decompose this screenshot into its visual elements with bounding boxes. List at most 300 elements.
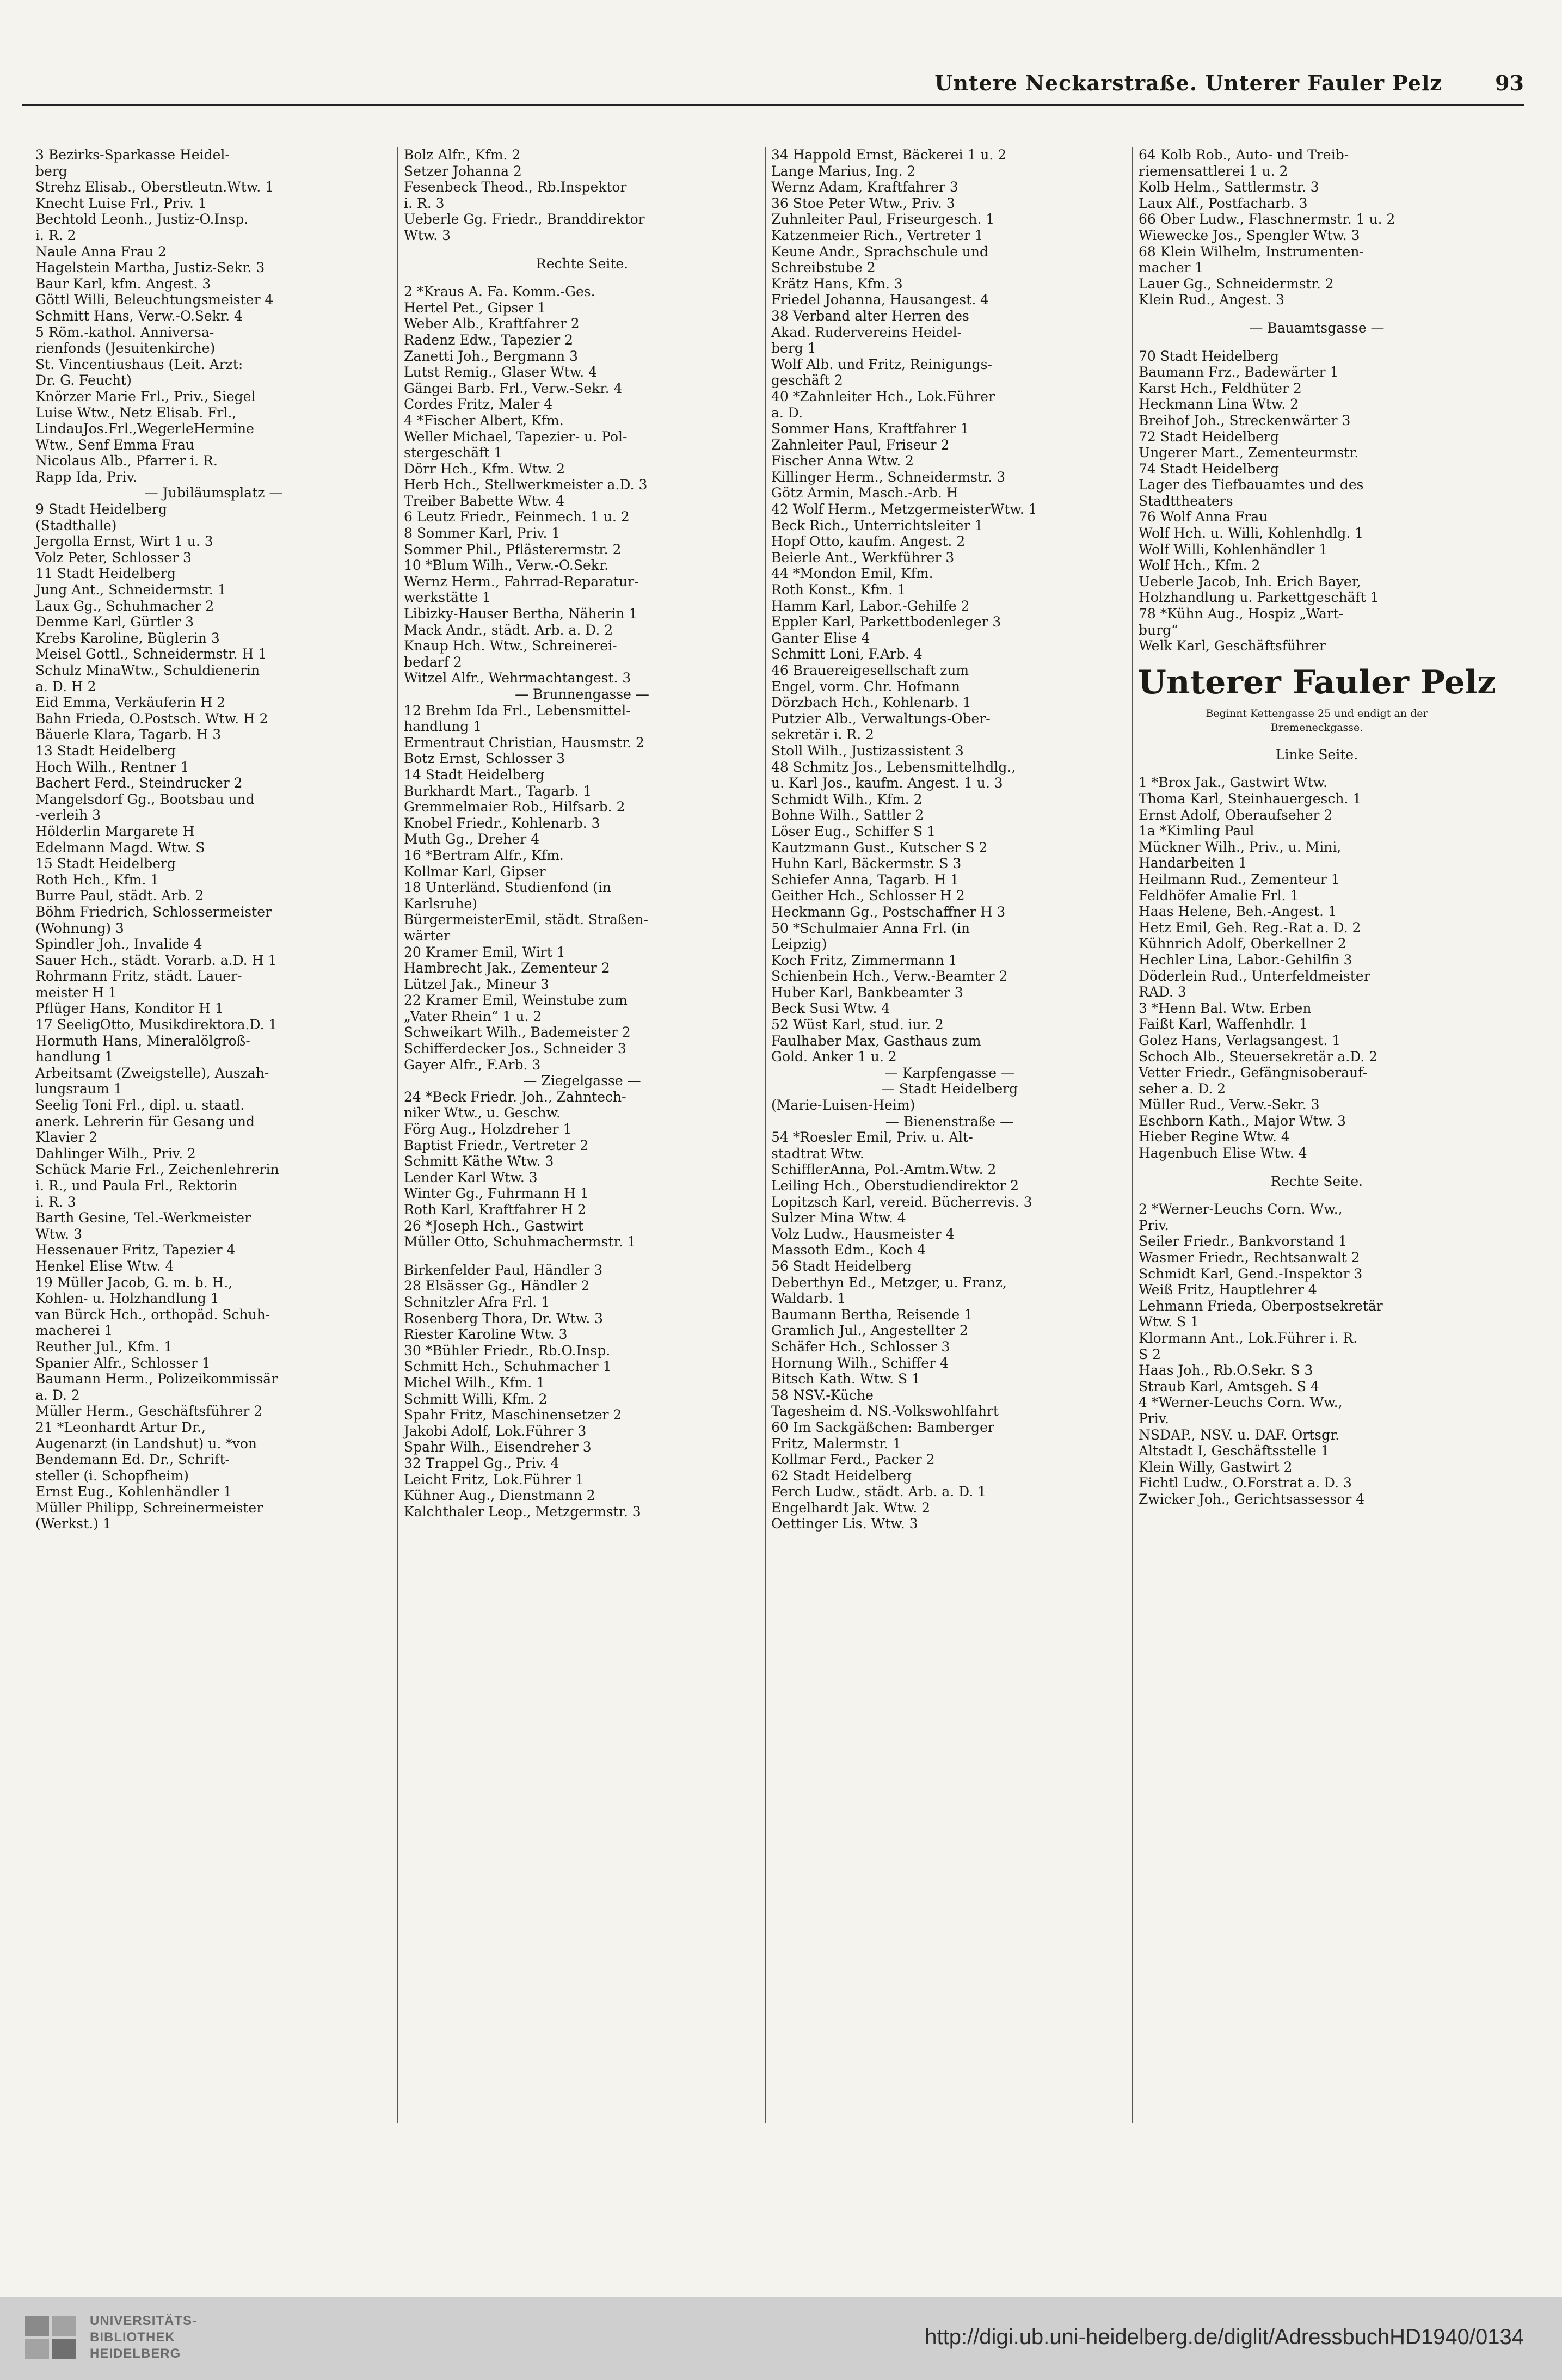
directory-entry-line: Lange Marius, Ing. 2	[771, 163, 916, 179]
spacer	[1133, 308, 1500, 320]
directory-entry-line: Förg Aug., Holzdreher 1	[404, 1121, 572, 1137]
directory-entry-line: 48 Schmitz Jos., Lebensmittelhdlg.,	[771, 759, 1016, 775]
directory-entry-line: 72 Stadt Heidelberg	[1139, 428, 1279, 445]
directory-entry-line: Hambrecht Jak., Zementeur 2	[404, 960, 610, 976]
directory-entry-line: Putzier Alb., Verwaltungs-Ober-	[771, 710, 991, 727]
directory-entry-line: Lender Karl Wtw. 3	[404, 1169, 538, 1185]
directory-entry-line: lungsraum 1	[35, 1081, 122, 1097]
directory-entry-line: Laux Gg., Schuhmacher 2	[35, 598, 214, 614]
directory-entry-line: — Jubiläumsplatz —	[144, 485, 283, 501]
directory-entry-line: Bäuerle Klara, Tagarb. H 3	[35, 727, 222, 743]
directory-entry-line: Fichtl Ludw., O.Forstrat a. D. 3	[1139, 1475, 1352, 1491]
directory-entry-line: Treiber Babette Wtw. 4	[404, 493, 564, 509]
directory-entry-line: 13 Stadt Heidelberg	[35, 742, 176, 759]
directory-entry-line: Schienbein Hch., Verw.-Beamter 2	[771, 968, 1008, 985]
directory-entry-line: — Brunnengasse —	[515, 686, 649, 702]
directory-entry-line: Ernst Adolf, Oberaufseher 2	[1139, 807, 1333, 823]
directory-entry-line: Wtw. 3	[35, 1226, 82, 1242]
directory-entry-line: -verleih 3	[35, 807, 101, 823]
directory-entry-line: St. Vincentiushaus (Leit. Arzt:	[35, 356, 243, 372]
directory-entry-line: Massoth Edm., Koch 4	[771, 1242, 926, 1258]
directory-entry-line: Barth Gesine, Tel.-Werkmeister	[35, 1210, 251, 1226]
directory-entry-line: Kalchthaler Leop., Metzgermstr. 3	[404, 1503, 641, 1520]
directory-entry-line: Eppler Karl, Parkettbodenleger 3	[771, 614, 1001, 630]
directory-entry-line: Fritz, Malermstr. 1	[771, 1435, 902, 1452]
directory-entry-line: Reuther Jul., Kfm. 1	[35, 1338, 173, 1355]
directory-entry-line: Feldhöfer Amalie Frl. 1	[1139, 887, 1299, 903]
directory-entry-line: 9 Stadt Heidelberg	[35, 501, 168, 518]
directory-entry-line: geschäft 2	[771, 372, 843, 389]
directory-entry-line: 10 *Blum Wilh., Verw.-O.Sekr.	[404, 557, 609, 574]
directory-entry-line: Muth Gg., Dreher 4	[404, 831, 540, 847]
directory-entry-line: Roth Hch., Kfm. 1	[35, 871, 159, 888]
directory-entry-line: Ermentraut Christian, Hausmstr. 2	[404, 734, 644, 751]
directory-entry-line: 18 Unterländ. Studienfond (in	[404, 880, 611, 896]
directory-entry-line: Klein Willy, Gastwirt 2	[1139, 1459, 1293, 1475]
directory-entry-line: Akad. Rudervereins Heidel-	[771, 324, 962, 340]
directory-entry-line: Jung Ant., Schneidermstr. 1	[35, 582, 226, 598]
directory-entry-line: Heckmann Gg., Postschaffner H 3	[771, 903, 1006, 920]
directory-entry-line: Wasmer Friedr., Rechtsanwalt 2	[1139, 1250, 1360, 1266]
directory-entry-line: Arbeitsamt (Zweigstelle), Auszah-	[35, 1065, 269, 1081]
column-2	[397, 147, 766, 2123]
directory-entry-line: Bachert Ferd., Steindrucker 2	[35, 775, 243, 791]
directory-entry-line: sekretär i. R. 2	[771, 727, 874, 743]
directory-entry-line: Seiler Friedr., Bankvorstand 1	[1139, 1233, 1348, 1250]
directory-entry-line: Setzer Johanna 2	[404, 163, 522, 179]
directory-entry-line: Schoch Alb., Steuersekretär a.D. 2	[1139, 1048, 1378, 1065]
running-head: Untere Neckarstraße. Unterer Fauler Pelz	[934, 71, 1442, 95]
directory-entry-line: — Stadt Heidelberg	[881, 1081, 1018, 1097]
directory-entry-line: 76 Wolf Anna Frau	[1139, 509, 1268, 525]
directory-entry-line: Göttl Willi, Beleuchtungsmeister 4	[35, 292, 274, 308]
spacer	[1133, 735, 1500, 747]
directory-entry-line: Wolf Hch. u. Willi, Kohlenhdlg. 1	[1139, 525, 1364, 542]
directory-entry-line: Kühnrich Adolf, Oberkellner 2	[1139, 936, 1346, 952]
directory-entry-line: 5 Röm.-kathol. Anniversa-	[35, 324, 214, 340]
directory-entry-line: meister H 1	[35, 984, 117, 1000]
directory-entry-line: Priv.	[1139, 1410, 1169, 1426]
column-4-top	[1133, 147, 1500, 654]
library-name-line: BIBLIOTHEK	[90, 2330, 175, 2345]
directory-entry-line: 78 *Kühn Aug., Hospiz „Wart-	[1139, 606, 1344, 622]
directory-entry-line: Wtw. 3	[404, 227, 451, 243]
directory-entry-line: Altstadt I, Geschäftsstelle 1	[1139, 1443, 1330, 1459]
library-name-line: HEIDELBERG	[90, 2346, 181, 2361]
directory-entry-line: Rohrmann Fritz, städt. Lauer-	[35, 968, 242, 985]
directory-entry-line: Lauer Gg., Schneidermstr. 2	[1139, 275, 1334, 292]
directory-entry-line: Wtw. S 1	[1139, 1314, 1200, 1330]
directory-entry-line: Huber Karl, Bankbeamter 3	[771, 984, 963, 1000]
directory-entry-line: Dr. G. Feucht)	[35, 372, 132, 389]
directory-entry-line: 56 Stadt Heidelberg	[771, 1258, 912, 1274]
directory-entry-line: Hessenauer Fritz, Tapezier 4	[35, 1242, 236, 1258]
directory-entry-line: 74 Stadt Heidelberg	[1139, 460, 1279, 477]
directory-entry-line: Burkhardt Mart., Tagarb. 1	[404, 783, 592, 799]
directory-entry-line: 58 NSV.-Küche	[771, 1387, 874, 1403]
directory-entry-line: Killinger Herm., Schneidermstr. 3	[771, 469, 1006, 485]
directory-entry-line: 50 *Schulmaier Anna Frl. (in	[771, 920, 970, 936]
directory-entry-line: Baptist Friedr., Vertreter 2	[404, 1137, 589, 1153]
directory-entry-line: Ueberle Gg. Friedr., Branddirektor	[404, 211, 645, 227]
directory-entry-line: Hornung Wilh., Schiffer 4	[771, 1355, 949, 1371]
column-4	[1132, 147, 1500, 2123]
directory-entry-line: Wolf Willi, Kohlenhändler 1	[1139, 541, 1328, 557]
directory-entry-line: Pflüger Hans, Konditor H 1	[35, 1000, 224, 1017]
directory-entry-line: Spanier Alfr., Schlosser 1	[35, 1355, 211, 1371]
directory-entry-line: 62 Stadt Heidelberg	[771, 1467, 912, 1484]
directory-entry-line: Haas Joh., Rb.O.Sekr. S 3	[1139, 1362, 1313, 1379]
directory-entry-line: 24 *Beck Friedr. Joh., Zahntech-	[404, 1088, 626, 1105]
directory-entry-line: Schmitt Willi, Kfm. 2	[404, 1391, 548, 1407]
directory-entry-line: Roth Karl, Kraftfahrer H 2	[404, 1202, 586, 1217]
directory-entry-line: Ungerer Mart., Zementeurmstr.	[1139, 445, 1359, 461]
directory-entry-line: Deberthyn Ed., Metzger, u. Franz,	[771, 1274, 1007, 1290]
directory-entry-line: rienfonds (Jesuitenkirche)	[35, 340, 216, 356]
directory-entry-line: Cordes Fritz, Maler 4	[404, 396, 553, 413]
directory-entry-line: i. R. 2	[35, 227, 76, 243]
directory-entry-line: Faißt Karl, Waffenhdlr. 1	[1139, 1016, 1308, 1032]
directory-entry-line: Golez Hans, Verlagsangest. 1	[1139, 1032, 1341, 1048]
directory-entry-line: Straub Karl, Amtsgeh. S 4	[1139, 1378, 1319, 1394]
directory-entry-line: Wernz Adam, Kraftfahrer 3	[771, 179, 958, 195]
directory-entry-line: Keune Andr., Sprachschule und	[771, 243, 989, 260]
directory-entry-line: Eschborn Kath., Major Wtw. 3	[1139, 1112, 1346, 1129]
directory-entry-line: handlung 1	[35, 1049, 114, 1065]
directory-entry-line: Lutst Remig., Glaser Wtw. 4	[404, 364, 598, 380]
directory-entry-line: Lopitzsch Karl, vereid. Bücherrevis. 3	[771, 1194, 1032, 1210]
directory-entry-line: Rapp Ida, Priv.	[35, 469, 137, 485]
directory-entry-line: Knecht Luise Frl., Priv. 1	[35, 195, 207, 211]
directory-entry-line: burg“	[1139, 622, 1178, 638]
directory-entry-line: steller (i. Schopfheim)	[35, 1467, 189, 1484]
directory-entry-line: 32 Trappel Gg., Priv. 4	[404, 1455, 559, 1471]
directory-entry-line: Heckmann Lina Wtw. 2	[1139, 396, 1299, 413]
directory-entry-line: Schück Marie Frl., Zeichenlehrerin	[35, 1161, 279, 1178]
directory-entry-line: Zuhnleiter Paul, Friseurgesch. 1	[771, 211, 995, 227]
directory-entry-line: Luise Wtw., Netz Elisab. Frl.,	[35, 404, 237, 421]
directory-entry-line: 15 Stadt Heidelberg	[35, 856, 176, 872]
directory-entry-line: u. Karl Jos., kaufm. Angest. 1 u. 3	[771, 775, 1003, 791]
directory-entry-line: a. D. H 2	[35, 678, 96, 694]
directory-entry-line: Schweikart Wilh., Bademeister 2	[404, 1024, 631, 1041]
directory-entry-line: Schulz MinaWtw., Schuldienerin	[35, 662, 260, 678]
directory-entry-line: Karlsruhe)	[404, 895, 478, 912]
directory-entry-line: Nicolaus Alb., Pfarrer i. R.	[35, 453, 218, 469]
directory-entry-line: Müller Otto, Schuhmachermstr. 1	[404, 1234, 636, 1250]
directory-entry-line: Schreibstube 2	[771, 260, 876, 276]
directory-entry-line: stadtrat Wtw.	[771, 1145, 864, 1161]
directory-entry-line: Leicht Fritz, Lok.Führer 1	[404, 1471, 584, 1487]
directory-entry-line: Baumann Frz., Badewärter 1	[1139, 364, 1339, 380]
directory-entry-line: Baur Karl, kfm. Angest. 3	[35, 275, 211, 292]
directory-entry-line: Waldarb. 1	[771, 1290, 846, 1307]
spacer	[398, 272, 766, 284]
directory-entry-line: Gängei Barb. Frl., Verw.-Sekr. 4	[404, 380, 623, 396]
directory-entry-line: 42 Wolf Herm., MetzgermeisterWtw. 1	[771, 501, 1037, 518]
directory-entry-line: Koch Fritz, Zimmermann 1	[771, 952, 957, 968]
directory-entry-line: (Stadthalle)	[35, 517, 117, 533]
directory-entry-line: Rechte Seite.	[536, 255, 629, 272]
directory-entry-line: Leipzig)	[771, 936, 827, 952]
directory-entry-line: Schmitt Hans, Verw.-O.Sekr. 4	[35, 308, 243, 324]
directory-entry-line: LindauJos.Frl.,WegerleHermine	[35, 421, 254, 437]
page-header	[22, 71, 1524, 103]
directory-entry-line: Sauer Hch., städt. Vorarb. a.D. H 1	[35, 952, 277, 968]
directory-entry-line: 4 *Werner-Leuchs Corn. Ww.,	[1139, 1394, 1343, 1411]
directory-entry-line: Zanetti Joh., Bergmann 3	[404, 348, 579, 364]
directory-entry-line: Löser Eug., Schiffer S 1	[771, 823, 936, 839]
directory-entry-line: Zwicker Joh., Gerichtsassessor 4	[1139, 1491, 1365, 1507]
directory-entry-line: 34 Happold Ernst, Bäckerei 1 u. 2	[771, 147, 1007, 163]
directory-entry-line: Schmitt Hch., Schuhmacher 1	[404, 1358, 612, 1375]
directory-entry-line: „Vater Rhein“ 1 u. 2	[404, 1008, 542, 1024]
directory-entry-line: Naule Anna Frau 2	[35, 243, 167, 260]
directory-entry-line: Sulzer Mina Wtw. 4	[771, 1210, 906, 1226]
directory-entry-line: Radenz Edw., Tapezier 2	[404, 331, 574, 348]
directory-entry-line: RAD. 3	[1139, 984, 1186, 1000]
directory-entry-line: — Bauamtsgasse —	[1249, 319, 1385, 336]
directory-entry-line: Wiewecke Jos., Spengler Wtw. 3	[1139, 227, 1360, 243]
spacer	[1133, 1189, 1500, 1201]
directory-entry-line: 4 *Fischer Albert, Kfm.	[404, 412, 564, 428]
directory-entry-line: Kollmar Karl, Gipser	[404, 863, 546, 880]
directory-entry-line: Gremmelmaier Rob., Hilfsarb. 2	[404, 799, 625, 815]
directory-entry-line: Hetz Emil, Geh. Reg.-Rat a. D. 2	[1139, 919, 1361, 936]
directory-entry-line: Heilmann Rud., Zementeur 1	[1139, 871, 1340, 887]
directory-entry-line: 1 *Brox Jak., Gastwirt Wtw.	[1139, 774, 1327, 791]
directory-entry-line: Krätz Hans, Kfm. 3	[771, 275, 903, 292]
university-library-logo-icon	[22, 2312, 82, 2364]
directory-entry-line: Bendemann Ed. Dr., Schrift-	[35, 1452, 230, 1468]
directory-entry-line: 64 Kolb Rob., Auto- und Treib-	[1139, 147, 1349, 163]
directory-entry-line: Katzenmeier Rich., Vertreter 1	[771, 227, 983, 243]
directory-entry-line: Bitsch Kath. Wtw. S 1	[771, 1371, 920, 1387]
directory-entry-line: macherei 1	[35, 1323, 113, 1339]
directory-entry-line: Herb Hch., Stellwerkmeister a.D. 3	[404, 477, 648, 493]
directory-entry-line: Oettinger Lis. Wtw. 3	[771, 1516, 918, 1532]
directory-entry-line: Ernst Eug., Kohlenhändler 1	[35, 1484, 232, 1500]
directory-entry-line: 54 *Roesler Emil, Priv. u. Alt-	[771, 1129, 973, 1146]
directory-entry-line: (Wohnung) 3	[35, 920, 124, 936]
directory-entry-line: riemensattlerei 1 u. 2	[1139, 163, 1288, 179]
directory-entry-line: Spahr Wilh., Eisendreher 3	[404, 1439, 592, 1455]
directory-entry-line: 3 Bezirks-Sparkasse Heidel-	[35, 147, 230, 163]
directory-entry-line: Müller Rud., Verw.-Sekr. 3	[1139, 1097, 1320, 1113]
directory-entry-line: Klein Rud., Angest. 3	[1139, 292, 1284, 308]
directory-entry-line: Kautzmann Gust., Kutscher S 2	[771, 839, 988, 856]
directory-entry-line: Burre Paul, städt. Arb. 2	[35, 888, 204, 904]
directory-entry-line: Lager des Tiefbauamtes und des	[1139, 477, 1364, 493]
directory-entry-line: Müller Philipp, Schreinermeister	[35, 1499, 263, 1516]
directory-entry-line: (Werkst.) 1	[35, 1516, 112, 1532]
directory-entry-line: Handarbeiten 1	[1139, 855, 1247, 871]
directory-entry-line: i. R., und Paula Frl., Rektorin	[35, 1178, 238, 1194]
directory-entry-line: i. R. 3	[35, 1194, 76, 1210]
header-rule	[22, 104, 1524, 106]
directory-entry-line: Kolb Helm., Sattlermstr. 3	[1139, 179, 1319, 195]
directory-entry-line: Welk Karl, Geschäftsführer	[1139, 638, 1326, 654]
directory-entry-line: handlung 1	[404, 718, 482, 735]
directory-entry-line: Schmitt Loni, F.Arb. 4	[771, 646, 923, 662]
directory-entry-line: Baumann Bertha, Reisende 1	[771, 1306, 973, 1323]
directory-entry-line: Ferch Ludw., städt. Arb. a. D. 1	[771, 1484, 987, 1500]
directory-entry-line: Witzel Alfr., Wehrmachtangest. 3	[404, 670, 631, 686]
directory-entry-line: Schnitzler Afra Frl. 1	[404, 1294, 550, 1310]
directory-entry-line: macher 1	[1139, 260, 1204, 276]
directory-entry-line: Friedel Johanna, Hausangest. 4	[771, 292, 989, 308]
directory-entry-line: Libizky-Hauser Bertha, Näherin 1	[404, 606, 638, 622]
column-4-bottom	[1133, 735, 1500, 1508]
directory-entry-line: Winter Gg., Fuhrmann H 1	[404, 1185, 589, 1202]
section-subtitle-2: Bremeneckgasse.	[1270, 721, 1363, 734]
directory-entry-line: Bohne Wilh., Sattler 2	[771, 807, 924, 823]
directory-entry-line: Wolf Hch., Kfm. 2	[1139, 557, 1260, 574]
directory-entry-line: a. D.	[771, 404, 803, 421]
directory-entry-line: Bechtold Leonh., Justiz-O.Insp.	[35, 211, 249, 227]
directory-entry-line: Henkel Elise Wtw. 4	[35, 1258, 174, 1274]
directory-entry-line: 46 Brauereigesellschaft zum	[771, 662, 969, 678]
directory-entry-line: 21 *Leonhardt Artur Dr.,	[35, 1419, 206, 1435]
directory-entry-line: Gramlich Jul., Angestellter 2	[771, 1323, 968, 1339]
directory-entry-line: Augenarzt (in Landshut) u. *von	[35, 1435, 257, 1452]
directory-entry-line: Sommer Phil., Pflästerermstr. 2	[404, 541, 622, 557]
directory-entry-line: Klormann Ant., Lok.Führer i. R.	[1139, 1330, 1358, 1346]
directory-entry-line: Priv.	[1139, 1217, 1169, 1233]
directory-entry-line: 70 Stadt Heidelberg	[1139, 348, 1279, 364]
directory-entry-line: Schmitt Käthe Wtw. 3	[404, 1153, 554, 1170]
directory-entry-line: Birkenfelder Paul, Händler 3	[404, 1262, 603, 1278]
directory-entry-line: — Bienenstraße —	[885, 1113, 1014, 1129]
directory-entry-line: Riester Karoline Wtw. 3	[404, 1326, 568, 1343]
directory-entry-line: Holzhandlung u. Parkettgeschäft 1	[1139, 589, 1379, 606]
directory-entry-line: Knaup Hch. Wtw., Schreinerei-	[404, 638, 617, 654]
directory-entry-line: Knobel Friedr., Kohlenarb. 3	[404, 815, 600, 831]
directory-entry-line: Hertel Pet., Gipser 1	[404, 299, 546, 316]
directory-entry-line: 38 Verband alter Herren des	[771, 308, 969, 324]
spacer	[398, 1250, 766, 1262]
directory-entry-line: Demme Karl, Gürtler 3	[35, 614, 194, 630]
directory-entry-line: Gayer Alfr., F.Arb. 3	[404, 1056, 541, 1073]
directory-entry-line: 66 Ober Ludw., Flaschnermstr. 1 u. 2	[1139, 211, 1395, 227]
footer-bar	[0, 2297, 1562, 2380]
directory-entry-line: 22 Kramer Emil, Weinstube zum	[404, 992, 628, 1008]
directory-entry-line: 40 *Zahnleiter Hch., Lok.Führer	[771, 388, 995, 404]
directory-entry-line: Hormuth Hans, Mineralölgroß-	[35, 1032, 250, 1049]
spacer	[1133, 1161, 1500, 1173]
directory-entry-line: Weber Alb., Kraftfahrer 2	[404, 316, 580, 332]
directory-entry-line: Botz Ernst, Schlosser 3	[404, 751, 565, 767]
directory-entry-line: Klavier 2	[35, 1129, 98, 1146]
directory-entry-line: Ueberle Jacob, Inh. Erich Bayer,	[1139, 573, 1361, 589]
directory-entry-line: Stadttheaters	[1139, 493, 1233, 509]
directory-entry-line: 60 Im Sackgäßchen: Bamberger	[771, 1419, 994, 1435]
column-1	[30, 147, 397, 2123]
directory-entry-line: Hopf Otto, kaufm. Angest. 2	[771, 533, 966, 550]
directory-entry-line: Lützel Jak., Mineur 3	[404, 976, 549, 992]
directory-entry-line: seher a. D. 2	[1139, 1080, 1226, 1097]
directory-entry-line: Hagenbuch Elise Wtw. 4	[1139, 1145, 1307, 1161]
directory-entry-line: Zahnleiter Paul, Friseur 2	[771, 436, 950, 453]
directory-entry-line: 6 Leutz Friedr., Feinmech. 1 u. 2	[404, 509, 630, 525]
directory-entry-line: Schiefer Anna, Tagarb. H 1	[771, 871, 960, 888]
directory-entry-line: Mangelsdorf Gg., Bootsbau und	[35, 791, 255, 807]
directory-entry-line: Weiß Fritz, Hauptlehrer 4	[1139, 1282, 1317, 1298]
directory-entry-line: Kühner Aug., Dienstmann 2	[404, 1487, 595, 1504]
directory-entry-line: Dörr Hch., Kfm. Wtw. 2	[404, 460, 565, 477]
directory-entry-line: Schifferdecker Jos., Schneider 3	[404, 1041, 626, 1057]
directory-entry-line: 44 *Mondon Emil, Kfm.	[771, 565, 933, 582]
directory-entry-line: Beierle Ant., Werkführer 3	[771, 549, 955, 565]
directory-entry-line: Hagelstein Martha, Justiz-Sekr. 3	[35, 260, 265, 276]
directory-entry-line: Huhn Karl, Bäckermstr. S 3	[771, 856, 962, 872]
directory-entry-line: Breihof Joh., Streckenwärter 3	[1139, 412, 1351, 428]
directory-entry-line: Faulhaber Max, Gasthaus zum	[771, 1032, 981, 1049]
directory-entry-line: Leiling Hch., Oberstudiendirektor 2	[771, 1178, 1019, 1194]
column-3	[765, 147, 1133, 2123]
directory-entry-line: Haas Helene, Beh.-Angest. 1	[1139, 903, 1337, 920]
directory-entry-line: — Ziegelgasse —	[523, 1073, 641, 1089]
directory-entry-line: a. D. 2	[35, 1387, 80, 1403]
directory-entry-line: Müller Herm., Geschäftsführer 2	[35, 1403, 263, 1419]
directory-entry-line: Spahr Fritz, Maschinensetzer 2	[404, 1407, 622, 1423]
directory-entry-line: 28 Elsässer Gg., Händler 2	[404, 1278, 590, 1294]
directory-entry-line: Schäfer Hch., Schlosser 3	[771, 1338, 950, 1355]
directory-entry-line: 19 Müller Jacob, G. m. b. H.,	[35, 1274, 233, 1290]
directory-entry-line: niker Wtw., u. Geschw.	[404, 1105, 561, 1121]
directory-entry-line: Dahlinger Wilh., Priv. 2	[35, 1145, 196, 1161]
directory-entry-line: Rechte Seite.	[1270, 1173, 1363, 1189]
directory-entry-line: Bolz Alfr., Kfm. 2	[404, 147, 521, 163]
directory-entry-line: Spindler Joh., Invalide 4	[35, 936, 202, 952]
directory-entry-line: 26 *Joseph Hch., Gastwirt	[404, 1217, 583, 1234]
directory-entry-line: Wtw., Senf Emma Frau	[35, 436, 195, 453]
source-url-link[interactable]: http://digi.ub.uni-heidelberg.de/diglit/AdressbuchHD1940/0134	[925, 2325, 1524, 2349]
directory-columns	[30, 147, 1499, 2123]
directory-entry-line: 1a *Kimling Paul	[1139, 823, 1254, 839]
directory-entry-line: Weller Michael, Tapezier- u. Pol-	[404, 428, 628, 445]
directory-entry-line: Engel, vorm. Chr. Hofmann	[771, 678, 961, 694]
directory-entry-line: Wernz Herm., Fahrrad-Reparatur-	[404, 573, 639, 589]
directory-entry-line: Seelig Toni Frl., dipl. u. staatl.	[35, 1097, 245, 1114]
directory-entry-line: Wolf Alb. und Fritz, Reinigungs-	[771, 356, 992, 372]
directory-entry-line: Thoma Karl, Steinhauergesch. 1	[1139, 791, 1362, 807]
directory-entry-line: S 2	[1139, 1346, 1161, 1362]
directory-entry-line: Geither Hch., Schlosser H 2	[771, 888, 965, 904]
directory-entry-line: Hieber Regine Wtw. 4	[1139, 1129, 1290, 1145]
directory-entry-line: Dörzbach Hch., Kohlenarb. 1	[771, 694, 971, 711]
page-number: 93	[1495, 71, 1524, 95]
library-name	[90, 2313, 197, 2362]
directory-entry-line: 8 Sommer Karl, Priv. 1	[404, 525, 561, 542]
directory-entry-line: 12 Brehm Ida Frl., Lebensmittel-	[404, 702, 631, 718]
directory-entry-line: Michel Wilh., Kfm. 1	[404, 1374, 545, 1391]
directory-entry-line: Jergolla Ernst, Wirt 1 u. 3	[35, 533, 213, 550]
directory-entry-line: Strehz Elisab., Oberstleutn.Wtw. 1	[35, 179, 274, 195]
directory-entry-line: Kohlen- u. Holzhandlung 1	[35, 1290, 219, 1307]
directory-entry-line: Hoch Wilh., Rentner 1	[35, 759, 189, 775]
section-subtitle: Beginnt Kettengasse 25 und endigt an der	[1206, 707, 1428, 719]
directory-entry-line: Schmidt Karl, Gend.-Inspektor 3	[1139, 1265, 1363, 1282]
directory-entry-line: i. R. 3	[404, 195, 445, 211]
directory-entry-line: Knörzer Marie Frl., Priv., Siegel	[35, 388, 256, 404]
directory-entry-line: Götz Armin, Masch.-Arb. H	[771, 485, 958, 501]
directory-entry-line: anerk. Lehrerin für Gesang und	[35, 1113, 255, 1129]
directory-entry-line: Hamm Karl, Labor.-Gehilfe 2	[771, 598, 970, 614]
section-title: Unterer Fauler Pelz	[1137, 663, 1496, 702]
directory-entry-line: Döderlein Rud., Unterfeldmeister	[1139, 968, 1370, 984]
directory-entry-line: (Marie-Luisen-Heim)	[771, 1097, 915, 1114]
